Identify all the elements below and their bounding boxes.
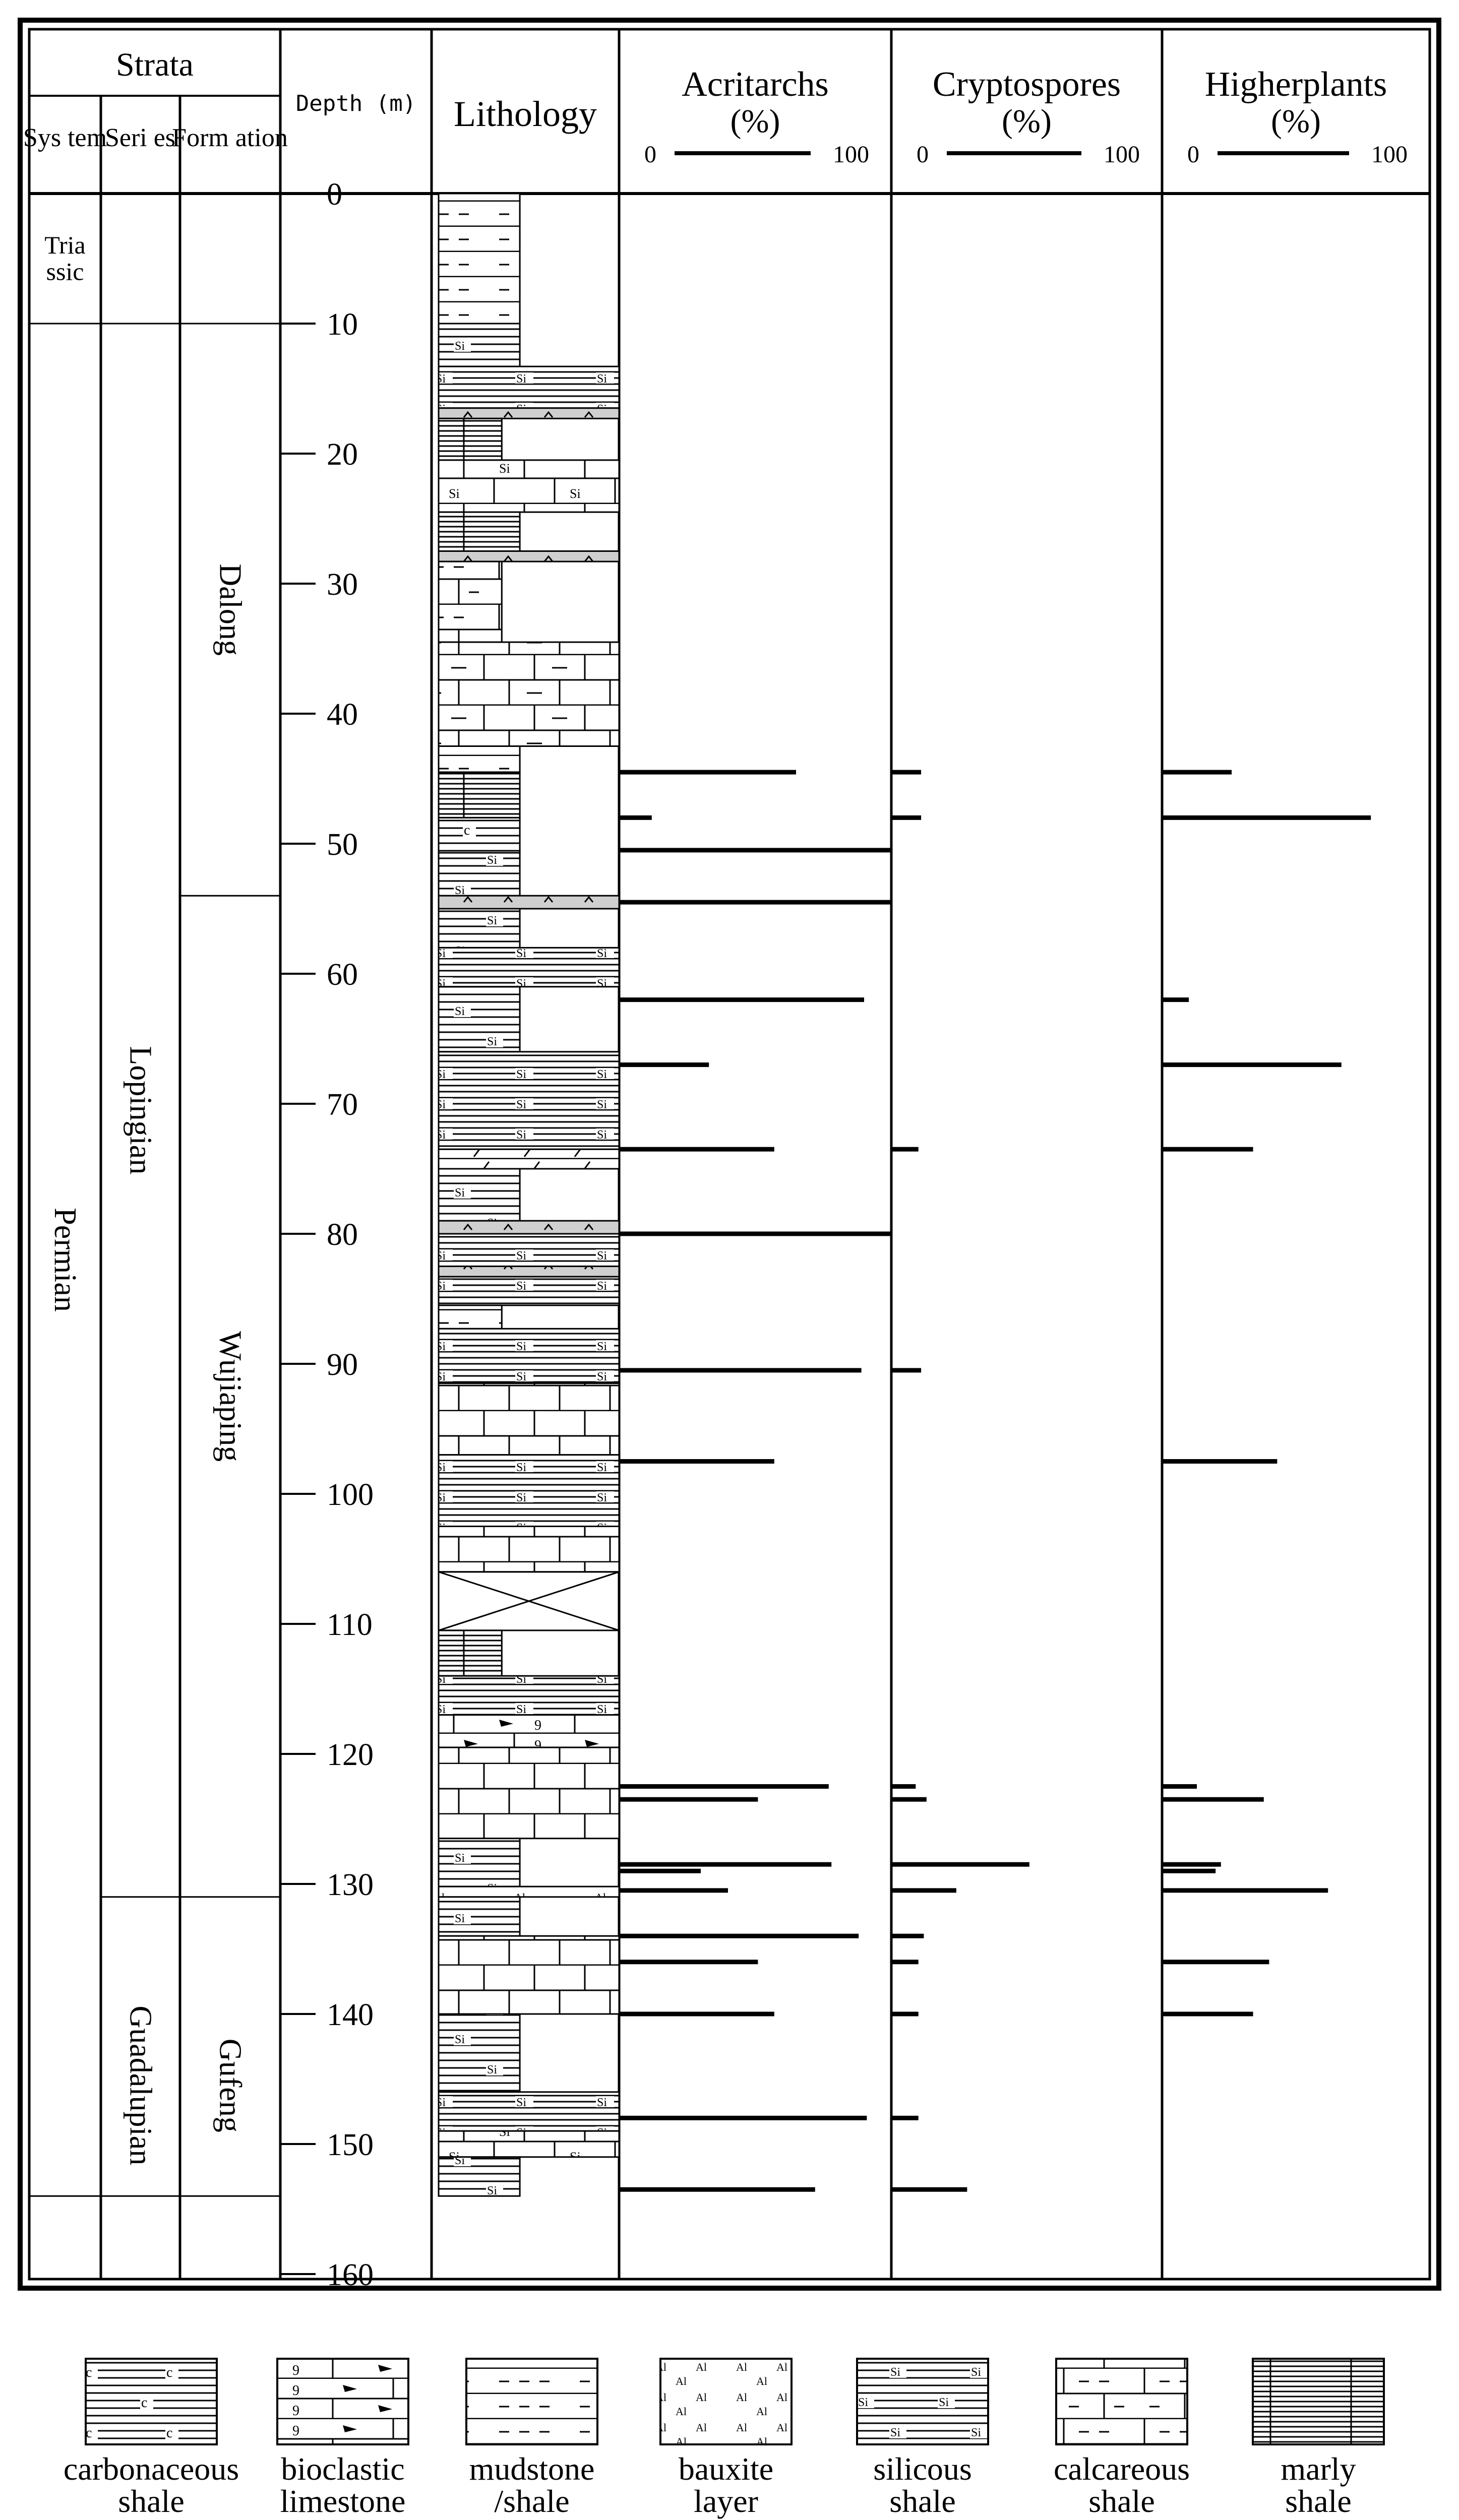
- lithology-column: [439, 194, 619, 2196]
- depth-label-110: 110: [327, 1608, 373, 1642]
- lithology-bed-36-bauxite: [439, 1886, 619, 1897]
- col-system-header: Sys tem: [23, 123, 107, 152]
- legend-label-bauxite: bauxite layer: [678, 2451, 774, 2519]
- panel-axis-min-higherplants: 0: [1187, 141, 1199, 168]
- frame-outer: [20, 20, 1439, 2288]
- series-label-lopingian: Lopingian: [123, 1046, 158, 1175]
- abundance-bars: [619, 772, 1371, 2189]
- depth-label-10: 10: [327, 307, 358, 342]
- depth-label-30: 30: [327, 568, 358, 602]
- lithology-bed-16-silicite: [439, 948, 619, 986]
- lithology-bed-3-bentonite: [439, 408, 619, 419]
- lithology-bed-33-bioclastic-limestone: [439, 1715, 619, 1748]
- lithology-bed-22-silicite: [439, 1234, 619, 1267]
- lithology-bed-5-siliceous-limestone: [439, 460, 619, 512]
- lithology-bed-13-silicous-shale: [439, 853, 520, 896]
- col-series-header: Seri es: [104, 123, 176, 152]
- legend-swatch-bioclastic-limestone: [277, 2359, 408, 2444]
- legend-label-silicous-shale: silicous shale: [873, 2451, 972, 2519]
- panel-percent-acritarchs: (%): [730, 103, 780, 140]
- lithology-bed-4-marly-shale: [439, 418, 502, 460]
- lithology-bed-41-siliceous-limestone: [439, 2131, 619, 2157]
- lithology-bed-9-marl: [439, 642, 619, 746]
- lithology-bed-20-silicous-shale: [439, 1169, 520, 1221]
- legend-label-carbonaceous-shale: carbonaceous shale: [63, 2451, 239, 2519]
- legend-swatch-mudstone: [466, 2359, 597, 2444]
- panel-title-higherplants: Higherplants: [1204, 65, 1387, 104]
- depth-label-90: 90: [327, 1348, 358, 1382]
- depth-label-130: 130: [327, 1868, 374, 1902]
- lithology-bed-38-limestone: [439, 1936, 619, 2014]
- lithology-bed-19-dolomite: [439, 1149, 619, 1169]
- depth-label-150: 150: [327, 2128, 374, 2162]
- lithology-bed-18-silicite: [439, 1052, 619, 1150]
- lithology-bed-6-marly-shale: [439, 512, 520, 551]
- panel-axis-max-higherplants: 100: [1371, 141, 1408, 168]
- lithology-bed-29-limestone: [439, 1527, 619, 1572]
- legend-swatch-calcareous-shale: [1056, 2359, 1187, 2444]
- frame-inner: [29, 29, 1430, 2279]
- depth-label-140: 140: [327, 1998, 374, 2032]
- depth-label-60: 60: [327, 958, 358, 992]
- lithology-bed-28-silicite: [439, 1455, 619, 1527]
- depth-label-70: 70: [327, 1088, 358, 1122]
- depth-label-50: 50: [327, 828, 358, 862]
- lithology-bed-1-silicous-shale: [439, 324, 520, 366]
- panel-percent-higherplants: (%): [1271, 103, 1321, 140]
- lithology-bed-42-silicous-shale: [439, 2157, 520, 2196]
- lithology-bed-31-marly-shale: [439, 1630, 502, 1676]
- lithology-bed-8-calcareous-shale: [439, 561, 502, 642]
- depth-label-40: 40: [327, 698, 358, 732]
- panel-title-cryptospores: Cryptospores: [932, 65, 1121, 104]
- lithology-bed-23-bentonite: [439, 1267, 619, 1277]
- depth-label-20: 20: [327, 437, 358, 472]
- strata-units: [29, 231, 280, 2196]
- legend-label-marly-shale: marly shale: [1281, 2451, 1356, 2519]
- series-label-guadalupian: Guadalupian: [123, 2005, 158, 2166]
- legend-swatch-bauxite: [660, 2359, 792, 2444]
- depth-label-100: 100: [327, 1478, 374, 1512]
- lithology-bed-32-silicite: [439, 1676, 619, 1715]
- lithology-bed-26-silicite: [439, 1329, 619, 1383]
- depth-label-120: 120: [327, 1738, 374, 1772]
- lithology-bed-15-silicous-shale: [439, 909, 520, 948]
- depth-label-160: 160: [327, 2258, 374, 2292]
- depth-label-80: 80: [327, 1218, 358, 1252]
- depth-axis: [280, 177, 374, 2292]
- lithology-bed-34-limestone: [439, 1747, 619, 1839]
- lithology-bed-25-mudstone: [439, 1305, 502, 1329]
- col-depth-header: Depth (m): [295, 91, 416, 116]
- lithology-bed-37-silicous-shale: [439, 1897, 520, 1936]
- system-label-tria-ssic: Tria ssic: [44, 231, 86, 286]
- panel-axis-min-cryptospores: 0: [917, 141, 929, 168]
- panel-percent-cryptospores: (%): [1002, 103, 1052, 140]
- lithology-bed-0-mudstone: [439, 194, 520, 324]
- panel-title-acritarchs: Acritarchs: [682, 65, 829, 104]
- formation-label-gufeng: Gufeng: [213, 2038, 248, 2132]
- lithology-bed-27-limestone: [439, 1383, 619, 1455]
- legend-label-bioclastic-limestone: bioclastic limestone: [280, 2451, 406, 2519]
- lithology-legend: [64, 2359, 1384, 2520]
- panel-axis-max-acritarchs: 100: [833, 141, 869, 168]
- lithology-bed-39-silicous-shale: [439, 2014, 520, 2092]
- lithology-bed-21-bentonite: [439, 1221, 619, 1234]
- lithology-bed-11-marly-shale: [439, 772, 520, 817]
- system-label-permian: Permian: [48, 1208, 82, 1312]
- lithology-bed-12-carbonaceous-shale: [439, 817, 520, 853]
- abundance-panel-headers: [644, 65, 1408, 168]
- panel-axis-min-acritarchs: 0: [644, 141, 656, 168]
- legend-swatch-silicous-shale: [857, 2359, 988, 2444]
- lithology-bed-10-mudstone: [439, 746, 520, 773]
- lithology-bed-35-silicous-shale: [439, 1839, 520, 1886]
- legend-swatch-marly-shale: [1253, 2359, 1384, 2444]
- depth-label-0: 0: [327, 177, 342, 212]
- panel-axis-max-cryptospores: 100: [1104, 141, 1140, 168]
- legend-label-calcareous-shale: calcareous shale: [1053, 2451, 1190, 2519]
- formation-label-wujiaping: Wujiaping: [213, 1331, 248, 1462]
- col-formation-header: Form ation: [172, 123, 288, 152]
- legend-label-mudstone: mudstone /shale: [469, 2451, 595, 2519]
- strata-header: Strata: [116, 46, 194, 83]
- legend-swatch-carbonaceous-shale: [86, 2359, 217, 2444]
- lithology-bed-2-silicite: [439, 366, 619, 408]
- lithology-bed-24-silicite: [439, 1277, 619, 1305]
- lithology-bed-14-bentonite: [439, 896, 619, 909]
- lithology-bed-40-silicite: [439, 2092, 619, 2131]
- formation-label-dalong: Dalong: [213, 563, 248, 656]
- col-lithology-header: Lithology: [454, 94, 597, 134]
- lithology-bed-7-bentonite: [439, 551, 619, 562]
- lithology-bed-17-silicous-shale: [439, 987, 520, 1052]
